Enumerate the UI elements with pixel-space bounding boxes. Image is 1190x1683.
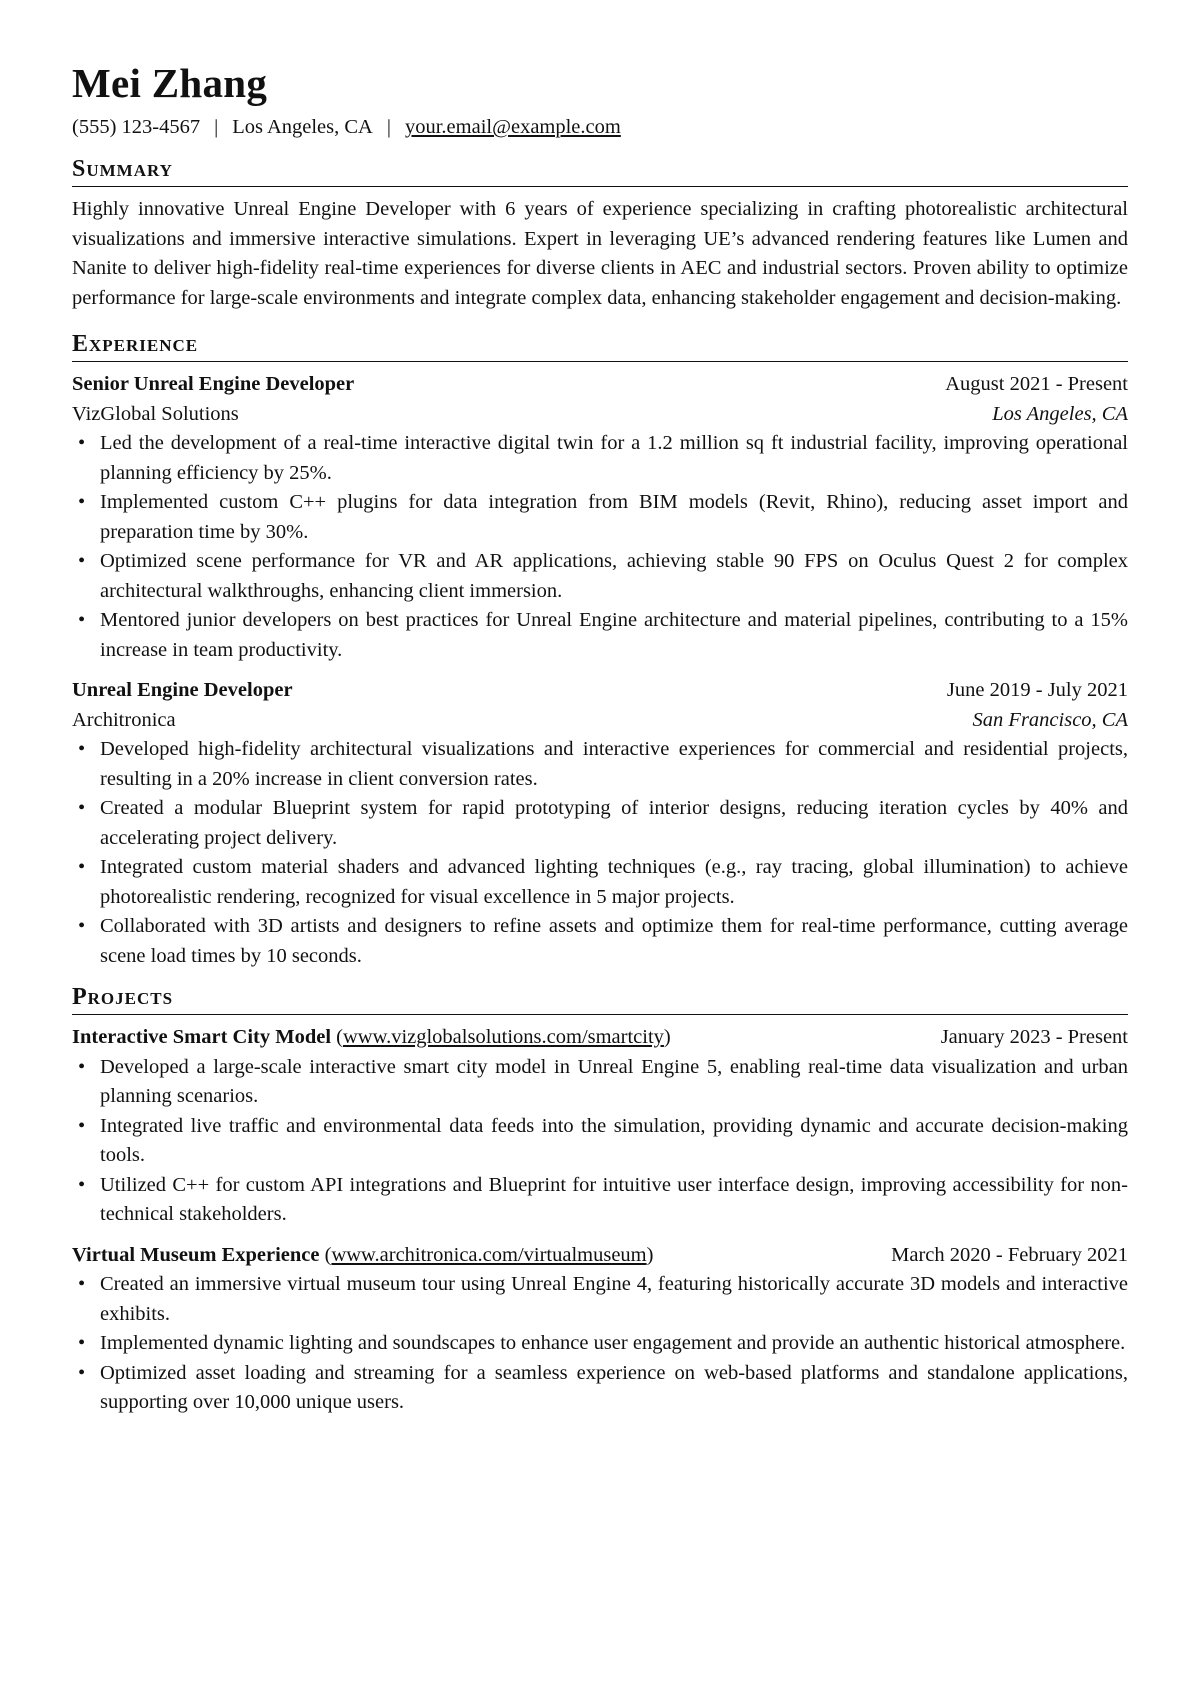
project-link[interactable]: www.vizglobalsolutions.com/smartcity — [342, 1026, 664, 1048]
bullet-item: • Utilized C++ for custom API integrations and Blueprint for intuitive user interface design, improving accessibility for non-technical stakeholders. — [100, 1171, 1128, 1230]
project-name: Virtual Museum Experience — [72, 1243, 320, 1266]
summary-text: Highly innovative Unreal Engine Developer with 6 years of experience specializing in crafting photorealistic architectural visualizations and immersive interactive simulations. Expert in leveraging UE’s advanced rendering features like Lumen and Nanite to deliver high-fidelity real-time experiences for diverse clients in AEC and industrial sectors. Proven ability to optimize performance for large-scale environments and integrate complex data, enhancing stakeholder engagement and decision-making. — [72, 198, 1128, 309]
bullet-item: • Developed a large-scale interactive smart city model in Unreal Engine 5, enabling real-time data visualization and urban planning scenarios. — [100, 1053, 1128, 1112]
bullet-item: • Integrated live traffic and environmental data feeds into the simulation, providing dynamic and accurate decision-making tools. — [100, 1112, 1128, 1171]
experience-section — [72, 329, 1128, 971]
section-title-experience: Experience — [72, 329, 1128, 362]
job-entry — [72, 370, 1128, 665]
contact-separator: | — [214, 116, 219, 138]
project-name: Interactive Smart City Model — [72, 1026, 332, 1048]
job-bullets — [72, 735, 1128, 971]
job-location: San Francisco, CA — [972, 708, 1128, 731]
contact-line — [72, 112, 1128, 142]
project-bullets — [72, 1270, 1128, 1418]
job-header-row — [72, 676, 1128, 706]
job-entry — [72, 676, 1128, 971]
project-title: Virtual Museum Experience (www.architronica.com/virtualmuseum) — [72, 1243, 654, 1266]
job-company-row — [72, 400, 1128, 430]
phone-number: (555) 123-4567 — [72, 116, 201, 138]
project-header-row — [72, 1023, 1128, 1053]
contact-separator: | — [386, 116, 391, 138]
email-link[interactable]: your.email@example.com — [404, 116, 621, 138]
location-text: Los Angeles, CA — [232, 116, 373, 138]
job-company: Architronica — [72, 708, 176, 731]
project-dates: January 2023 - Present — [940, 1026, 1128, 1048]
candidate-name: Mei Zhang — [72, 60, 268, 106]
project-title: Interactive Smart City Model (www.vizglobalsolutions.com/smartcity) — [72, 1026, 671, 1048]
job-company-row — [72, 706, 1128, 736]
project-link[interactable]: www.architronica.com/virtualmuseum — [331, 1243, 647, 1266]
job-company: VizGlobal Solutions — [72, 402, 239, 425]
bullet-item: • Led the development of a real-time interactive digital twin for a 1.2 million sq ft industrial facility, improving operational planning efficiency by 25%. — [100, 429, 1128, 488]
project-bullets — [72, 1053, 1128, 1230]
bullet-item: • Implemented dynamic lighting and soundscapes to enhance user engagement and provide an authentic historical atmosphere. — [100, 1329, 1128, 1359]
project-header-row — [72, 1241, 1128, 1271]
job-dates: August 2021 - Present — [945, 373, 1128, 395]
project-dates: March 2020 - February 2021 — [891, 1243, 1128, 1266]
bullet-item: • Optimized scene performance for VR and AR applications, achieving stable 90 FPS on Oculus Quest 2 for complex architectural walkthroughs, enhancing client immersion. — [100, 547, 1128, 606]
project-entry — [72, 1023, 1128, 1230]
bullet-item: • Mentored junior developers on best practices for Unreal Engine architecture and material pipelines, contributing to a 15% increase in team productivity. — [100, 606, 1128, 665]
job-bullets — [72, 429, 1128, 665]
projects-section — [72, 982, 1128, 1418]
bullet-item: • Integrated custom material shaders and advanced lighting techniques (e.g., ray tracing, global illumination) to achieve photorealistic rendering, recognized for visual excellence in 5 major projects. — [100, 853, 1128, 912]
bullet-item: • Optimized asset loading and streaming for a seamless experience on web-based platforms and standalone applications, supporting over 10,000 unique users. — [100, 1359, 1128, 1418]
summary-section — [72, 154, 1128, 313]
bullet-item: • Created an immersive virtual museum tour using Unreal Engine 4, featuring historically accurate 3D models and interactive exhibits. — [100, 1270, 1128, 1329]
section-title-projects: Projects — [72, 982, 1128, 1015]
section-title-summary: Summary — [72, 154, 1128, 187]
project-entry — [72, 1241, 1128, 1418]
bullet-item: • Implemented custom C++ plugins for data integration from BIM models (Revit, Rhino), reducing asset import and preparation time by 30%. — [100, 488, 1128, 547]
job-role: Senior Unreal Engine Developer — [72, 373, 355, 395]
job-dates: June 2019 - July 2021 — [946, 679, 1128, 701]
bullet-item: • Collaborated with 3D artists and designers to refine assets and optimize them for real-time performance, cutting average scene load times by 10 seconds. — [100, 912, 1128, 971]
bullet-item: • Developed high-fidelity architectural visualizations and interactive experiences for commercial and residential projects, resulting in a 20% increase in client conversion rates. — [100, 735, 1128, 794]
job-location: Los Angeles, CA — [992, 402, 1128, 425]
bullet-item: • Created a modular Blueprint system for rapid prototyping of interior designs, reducing iteration cycles by 40% and accelerating project delivery. — [100, 794, 1128, 853]
job-role: Unreal Engine Developer — [72, 679, 293, 701]
job-header-row — [72, 370, 1128, 400]
